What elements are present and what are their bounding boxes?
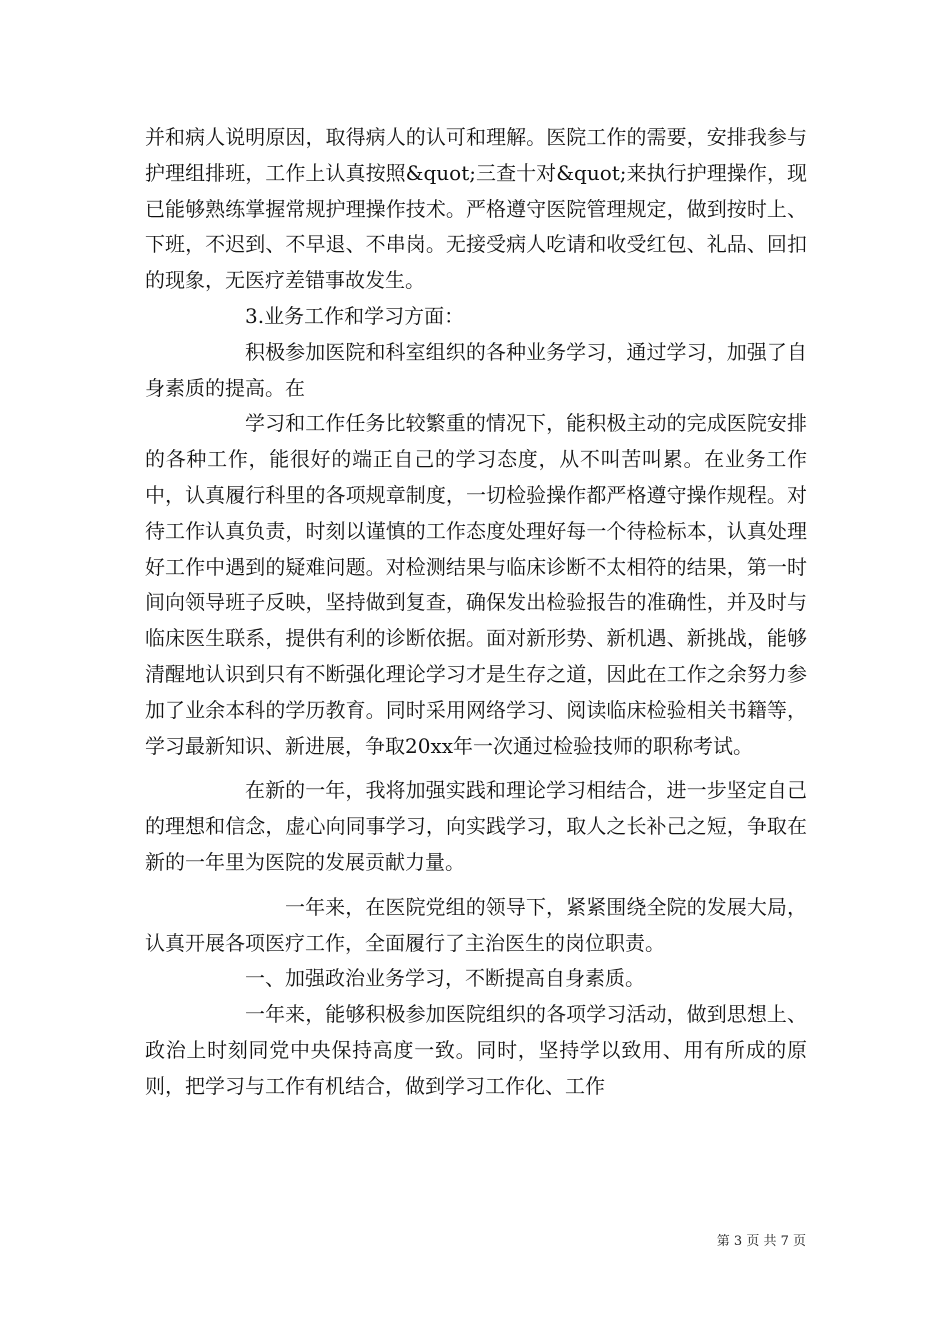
paragraph-business-work: 学习和工作任务比较繁重的情况下，能积极主动的完成医院安排的各种工作，能很好的端正自己的学习态度，从不叫苦叫累。在业务工作中，认真履行科里的各项规章制度，一切检验操作都严格遵守操作规程。对待工作认真负责，时刻以谨慎的工作态度处理好每一个待检标本，认真处理好工作中遇到的疑难问题。对检测结果与临床诊断不太相符的结果，第一时间向领导班子反映，坚持做到复查，确保发出检验报告的准确性，并及时与临床医生联系，提供有利的诊断依据。面对新形势、新机遇、新挑战，能够清醒地认识到只有不断强化理论学习才是生存之道，因此在工作之余努力参加了业余本科的学历教育。同时采用网络学习、阅读临床检验相关书籍等，学习最新知识、新进展，争取20xx年一次通过检验技师的职称考试。 xyxy=(145,411,807,758)
paragraph-continuation: 并和病人说明原因，取得病人的认可和理解。医院工作的需要，安排我参与护理组排班，工作上认真按照&quot;三查十对&quot;来执行护理操作，现已能够熟练掌握常规护理操作技术。严格遵守医院管理规定，做到按时上、下班，不迟到、不早退、不串岗。无接受病人吃请和收受红包、礼品、回扣的现象，无医疗差错事故发生。 xyxy=(145,125,807,293)
paragraph-business-study-intro: 积极参加医院和科室组织的各种业务学习，通过学习，加强了自身素质的提高。在 xyxy=(145,339,807,400)
paragraph-political-study: 一年来，能够积极参加医院组织的各项学习活动，做到思想上、政治上时刻同党中央保持高度一致。同时，坚持学以致用、用有所成的原则，把学习与工作有机结合，做到学习工作化、工作 xyxy=(145,1002,807,1098)
paragraph-year-summary: 一年来，在医院党组的领导下，紧紧围绕全院的发展大局，认真开展各项医疗工作，全面履行了主治医生的岗位职责。 xyxy=(145,894,807,955)
page-number-footer: 第 3 页 共 7 页 xyxy=(716,1234,806,1249)
section-heading-political-study: 一、加强政治业务学习，不断提高自身素质。 xyxy=(245,966,645,991)
document-body xyxy=(145,120,807,1105)
paragraph-new-year: 在新的一年，我将加强实践和理论学习相结合，进一步坚定自己的理想和信念，虚心向同事学习，向实践学习，取人之长补己之短，争取在新的一年里为医院的发展贡献力量。 xyxy=(145,778,807,874)
section-heading-business-study: 3.业务工作和学习方面： xyxy=(245,303,465,328)
